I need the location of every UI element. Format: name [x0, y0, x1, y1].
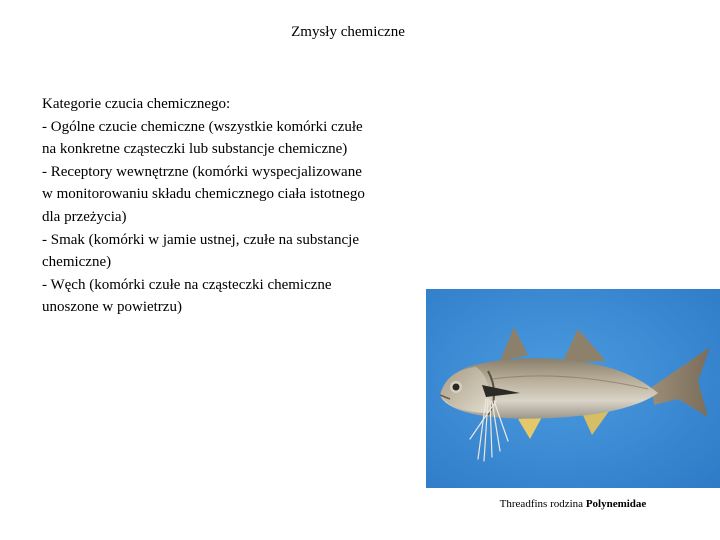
body-line: - Ogólne czucie chemiczne (wszystkie komórki czułe: [42, 118, 363, 135]
fish-photo: [426, 289, 720, 488]
body-line: - Węch (komórki czułe na cząsteczki chemiczne: [42, 276, 332, 293]
body-line: - Smak (komórki w jamie ustnej, czułe na substancje: [42, 231, 359, 248]
body-line: - Receptory wewnętrzne (komórki wyspecjalizowane: [42, 163, 362, 180]
photo-caption: [426, 497, 720, 511]
body-line: unoszone w powietrzu): [42, 299, 182, 316]
slide-title: Zmysły chemiczne: [291, 24, 405, 40]
body-line: Kategorie czucia chemicznego:: [42, 96, 231, 112]
body-text: [42, 93, 442, 319]
body-line: w monitorowaniu składu chemicznego ciała istotnego: [42, 186, 365, 203]
caption-family-name: Polynemidae: [585, 498, 647, 510]
body-line: chemiczne): [42, 254, 112, 271]
body-line: na konkretne cząsteczki lub substancje chemiczne): [42, 141, 348, 158]
caption-text: Threadfins rodzina: [499, 498, 586, 510]
body-line: dla przeżycia): [42, 208, 127, 225]
